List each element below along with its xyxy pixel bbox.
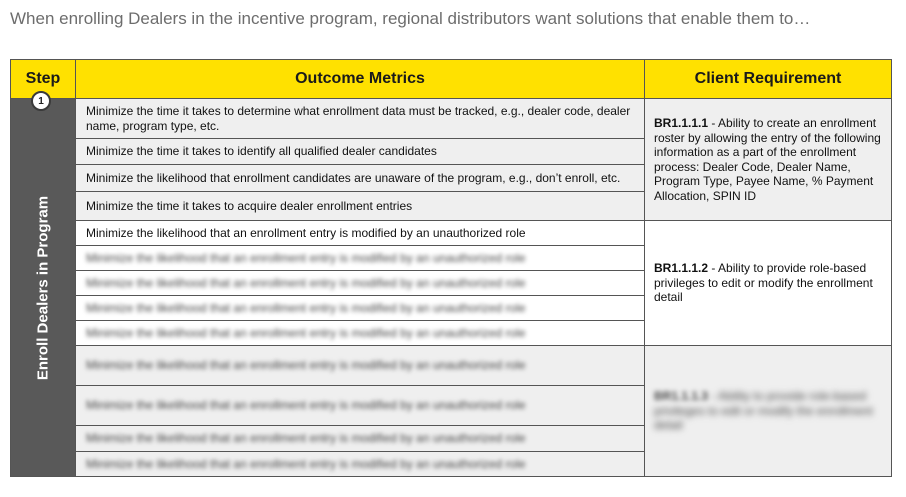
outcome-row-blurred: [76, 296, 645, 321]
outcome-row-blurred: [76, 346, 645, 386]
requirement-cell: [645, 99, 891, 221]
outcome-row-blurred: [76, 426, 645, 452]
outcome-text: Minimize the time it takes to acquire dealer enrollment entries: [86, 198, 413, 213]
requirement-id: BR1.1.1.3: [654, 389, 709, 404]
page-headline: When enrolling Dealers in the incentive program, regional distributors want solutions that enable them to…: [10, 9, 811, 28]
outcome-text: Minimize the likelihood that an enrollment entry is modified by an unauthorized role: [86, 250, 526, 265]
outcome-text: Minimize the likelihood that an enrollment entry is modified by an unauthorized role: [86, 325, 526, 340]
requirement-body: [654, 116, 882, 203]
step-label: Enroll Dealers in Program: [34, 195, 52, 381]
requirement-text: - Ability to provide role-based privileges to edit or modify the enrollment detail: [654, 389, 873, 433]
outcome-text: Minimize the likelihood that an enrollment entry is modified by an unauthorized role: [86, 358, 526, 372]
header-step: Step: [11, 60, 76, 99]
outcome-text: Minimize the likelihood that an enrollment entry is modified by an unauthorized role: [86, 398, 526, 412]
outcome-text: Minimize the likelihood that an enrollment entry is modified by an unauthorized role: [86, 456, 526, 471]
requirement-id: BR1.1.1.2: [654, 261, 709, 276]
requirement-cell: [645, 221, 891, 346]
outcome-row: [76, 139, 645, 165]
outcome-table: [10, 59, 892, 477]
requirement-id: BR1.1.1.1: [654, 116, 709, 130]
requirement-text: - Ability to provide role-based privileges to edit or modify the enrollment detail: [654, 261, 873, 305]
outcome-row-blurred: [76, 246, 645, 271]
outcome-row: [76, 192, 645, 221]
outcome-text: Minimize the time it takes to identify all qualified dealer candidates: [86, 144, 437, 158]
header-outcome-metrics: Outcome Metrics: [76, 60, 645, 99]
outcome-row: [76, 99, 645, 139]
outcome-text: Minimize the time it takes to determine what enrollment data must be tracked, e.g., dealer code, dealer name, program type, etc.: [86, 103, 631, 133]
requirement-cell-blurred: [645, 346, 891, 476]
outcome-row-blurred: [76, 452, 645, 476]
outcome-text: Minimize the likelihood that an enrollment entry is modified by an unauthorized role: [86, 225, 526, 240]
step-column: [11, 99, 76, 476]
step-number-badge: 1: [31, 91, 51, 111]
requirement-body: [654, 261, 882, 305]
outcome-row: [76, 221, 645, 246]
outcome-row: [76, 165, 645, 192]
outcome-row-blurred: [76, 386, 645, 426]
outcome-row-blurred: [76, 271, 645, 296]
outcome-text: Minimize the likelihood that enrollment candidates are unaware of the program, e.g., don’t enroll, etc.: [86, 170, 621, 185]
outcome-text: Minimize the likelihood that an enrollment entry is modified by an unauthorized role: [86, 300, 526, 315]
outcome-text: Minimize the likelihood that an enrollment entry is modified by an unauthorized role: [86, 431, 526, 445]
requirement-text: - Ability to create an enrollment roster by allowing the entry of the following information as a part of the enrollment process: Dealer Code, Dealer Name, Program Type, Payee Name, % Payment Allocation, SPIN ID: [654, 116, 881, 203]
outcome-text: Minimize the likelihood that an enrollment entry is modified by an unauthorized role: [86, 275, 526, 290]
header-client-requirement: Client Requirement: [645, 60, 891, 99]
outcome-row-blurred: [76, 321, 645, 346]
requirement-body: [654, 389, 882, 433]
